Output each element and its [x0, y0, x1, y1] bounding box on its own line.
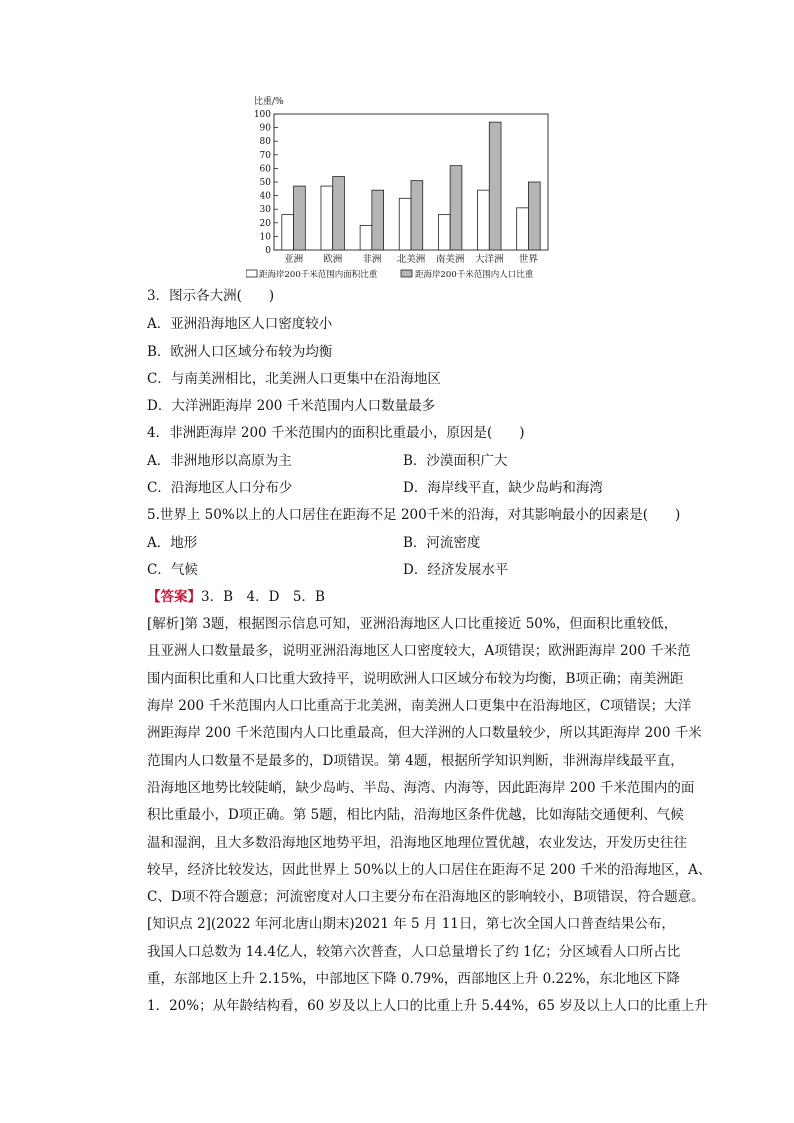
bar-population [489, 122, 501, 250]
bar-area [438, 215, 450, 250]
analysis-line-8: 积比重最小，D项正确。第 5题，相比内陆，沿海地区条件优越，比如海陆交通便利、气候 [147, 807, 684, 823]
analysis-line-5: 洲距海岸 200 千米范围内人口比重最高，但大洋洲的人口数量较少，所以其距海岸 200 千米 [147, 725, 702, 741]
bar-area [321, 186, 333, 250]
question-4-option-d: D．海岸线平直，缺少岛屿和海湾 [403, 480, 603, 496]
x-tick-label: 欧洲 [323, 254, 343, 265]
y-tick-label: 100 [253, 110, 271, 120]
question-3-option-d: D．大洋洲距海岸 200 千米范围内人口数量最多 [147, 398, 436, 414]
bar-chart [246, 90, 556, 282]
question-4-option-b: B．沙漠面积广大 [403, 453, 508, 469]
bar-area [282, 215, 294, 250]
y-tick-label: 0 [265, 246, 271, 256]
analysis-line-4: 海岸 200 千米范围内人口比重高于北美洲，南美洲人口更集中在沿海地区，C项错误；大洋 [147, 698, 692, 714]
analysis-line-9: 温和湿润，且大多数沿海地区地势平坦，沿海地区地理位置优越，农业发达，开发历史往往 [147, 835, 687, 851]
knowledge-line-1: [知识点 2](2022 年河北唐山期末)2021 年 5 月 11日，第七次全国人口普查结果公布， [147, 916, 675, 932]
knowledge-line-2: 我国人口总数为 14.4亿人，较第六次普查，人口总量增长了约 1亿；分区域看人口所占比 [147, 944, 681, 960]
legend [246, 269, 534, 280]
answer-tag: 【答案】 [147, 589, 201, 605]
y-tick-label: 90 [259, 123, 271, 134]
y-tick-label: 10 [259, 232, 271, 243]
bar-population [411, 181, 423, 250]
question-5-option-c: C．气候 [147, 562, 198, 578]
answer-line [147, 587, 325, 607]
question-4-option-c: C．沿海地区人口分布少 [147, 480, 293, 496]
y-tick-label: 40 [259, 191, 271, 202]
analysis-line-7: 沿海地区地势比较陡峭，缺少岛屿、半岛、海湾、内海等，因此距海岸 200 千米范围内的面 [147, 780, 695, 796]
analysis-line-10: 较早，经济比较发达，因此世界上 50%以上的人口居住在距海不足 200 千米的沿海地区，A、 [147, 862, 712, 878]
analysis-line-1: [解析]第 3题，根据图示信息可知，亚洲沿海地区人口比重接近 50%，但面积比重较低， [147, 616, 678, 632]
question-5-option-b: B．河流密度 [403, 535, 481, 551]
bar-area [360, 226, 372, 250]
bar-area [478, 190, 490, 250]
bar-area [517, 208, 529, 250]
y-tick-label: 20 [259, 218, 271, 229]
analysis-line-6: 范围内人口数量不是最多的，D项错误。第 4题，根据所学知识判断，非洲海岸线最平直， [147, 753, 684, 769]
x-tick-label: 世界 [518, 254, 538, 265]
x-tick-label: 非洲 [362, 254, 382, 265]
x-tick-label: 大洋洲 [475, 254, 504, 265]
x-tick-label: 亚洲 [284, 254, 304, 265]
question-4-option-a: A．非洲地形以高原为主 [147, 453, 292, 469]
legend-label-population: 距海岸200千米范围内人口比重 [415, 270, 534, 280]
legend-label-area: 距海岸200千米范围内面积比重 [259, 270, 378, 280]
knowledge-line-3: 重，东部地区上升 2.15%，中部地区下降 0.79%，西部地区上升 0.22%，东北地区下降 [147, 971, 681, 987]
question-5-stem: 5.世界上 50%以上的人口居住在距海不足 200千米的沿海，对其影响最小的因素是( ) [147, 507, 681, 523]
analysis-line-3: 围内面积比重和人口比重大致持平，说明欧洲人口区域分布较为均衡，B项正确；南美洲距 [147, 671, 684, 687]
question-3-option-a: A．亚洲沿海地区人口密度较小 [147, 316, 333, 332]
y-tick-label: 70 [259, 150, 271, 161]
question-5-option-a: A．地形 [147, 535, 198, 551]
bar-population [333, 177, 345, 250]
question-4-stem: 4．非洲距海岸 200 千米范围内的面积比重最小，原因是( ) [147, 425, 525, 441]
y-tick-label: 80 [259, 137, 271, 148]
bar-population [294, 186, 306, 250]
legend-swatch-area [246, 270, 257, 277]
x-tick-label: 北美洲 [396, 254, 426, 265]
question-3-stem: 3．图示各大洲( ) [147, 288, 275, 304]
y-axis-label: 比重/% [254, 97, 284, 107]
question-5-option-d: D．经济发展水平 [403, 562, 509, 578]
bar-population [372, 190, 384, 250]
question-3-option-c: C．与南美洲相比，北美洲人口更集中在沿海地区 [147, 371, 441, 387]
analysis-line-11: C、D项不符合题意；河流密度对人口主要分布在沿海地区的影响较小，B项错误，符合题意。 [147, 889, 705, 905]
bar-population [450, 166, 462, 250]
bar-area [399, 198, 411, 250]
answer-text: 3．B 4．D 5．B [201, 589, 325, 605]
y-tick-label: 30 [259, 205, 271, 216]
question-3-option-b: B．欧洲人口区域分布较为均衡 [147, 344, 333, 360]
x-tick-label: 南美洲 [435, 254, 465, 265]
knowledge-line-4: 1．20%；从年龄结构看，60 岁及以上人口的比重上升 5.44%，65 岁及以上人口的比重上升 [147, 998, 708, 1014]
analysis-line-2: 且亚洲人口数量最多，说明亚洲沿海地区人口密度较大，A项错误；欧洲距海岸 200 千米范 [147, 643, 691, 659]
legend-swatch-population [401, 270, 412, 277]
y-tick-label: 50 [259, 178, 271, 188]
bar-population [528, 182, 540, 250]
y-tick-label: 60 [259, 164, 271, 175]
